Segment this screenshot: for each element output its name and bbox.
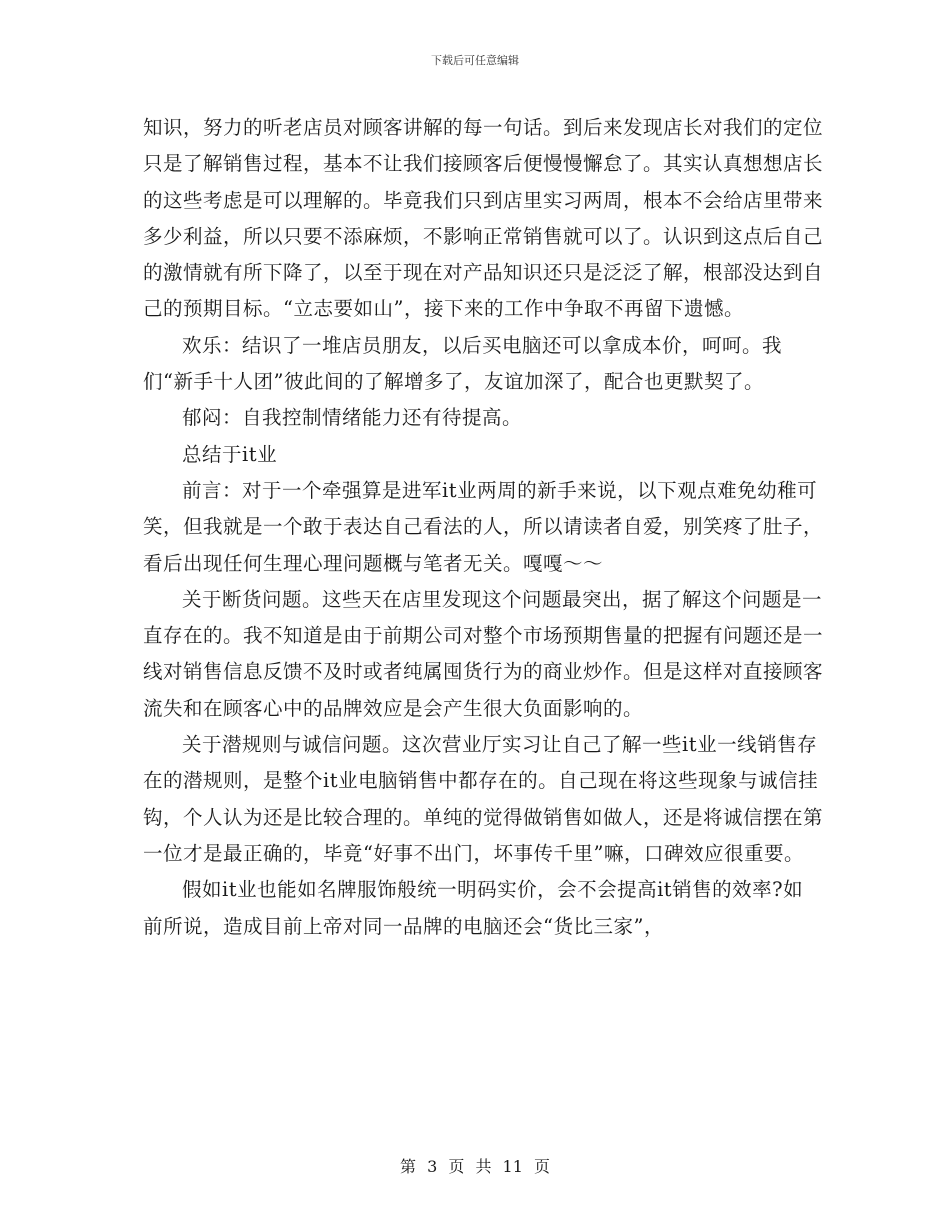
paragraph-integrity: 关于潜规则与诚信问题。这次营业厅实习让自己了解一些it业一线销售存在的潜规则，是整个it业电脑销售中都存在的。自己现在将这些现象与诚信挂钩，个人认为还是比较合理的。单纯的觉得做销售如做人，还是将诚信摆在第一位才是最正确的，毕竟“好事不出门，坏事传千里”嘛，口碑效应很重要。 <box>143 733 824 865</box>
paragraph-3: 郁闷：自我控制情绪能力还有待提高。 <box>182 406 523 430</box>
section-heading: 总结于it业 <box>182 442 278 466</box>
paragraph-1: 知识，努力的听老店员对顾客讲解的每一句话。到后来发现店长对我们的定位只是了解销售过程，基本不让我们接顾客后便慢慢懈怠了。其实认真想想店长的这些考虑是可以理解的。毕竟我们只到店里实习两周，根本不会给店里带来多少利益，所以只要不添麻烦，不影响正常销售就可以了。认识到这点后自己的激情就有所下降了，以至于现在对产品知识还只是泛泛了解，根部没达到自己的预期目标。“立志要如山”，接下来的工作中争取不再留下遗憾。 <box>143 116 824 321</box>
paragraph-stockout: 关于断货问题。这些天在店里发现这个问题最突出，据了解这个问题是一直存在的。我不知道是由于前期公司对整个市场预期售量的把握有问题还是一线对销售信息反馈不及时或者纯属囤货行为的商业炒作。但是这样对直接顾客流失和在顾客心中的品牌效应是会产生很大负面影响的。 <box>143 587 824 720</box>
paragraph-2: 欢乐：结识了一堆店员朋友，以后买电脑还可以拿成本价，呵呵。我们“新手十人团”彼此间的了解增多了，友谊加深了，配合也更默契了。 <box>143 333 783 394</box>
paragraph-preface: 前言：对于一个牵强算是进军it业两周的新手来说，以下观点难免幼稚可笑，但我就是一个敢于表达自己看法的人，所以请读者自爱，别笑疼了肚子，看后出现任何生理心理问题概与笔者无关。嘎嘎～～ <box>143 478 824 575</box>
page-header: 下载后可任意编辑 <box>431 54 519 67</box>
document-body <box>143 110 823 945</box>
paragraph-pricing: 假如it业也能如名牌服饰般统一明码实价，会不会提高it销售的效率?如前所说，造成目前上帝对同一品牌的电脑还会“货比三家”， <box>143 878 804 938</box>
page-footer: 第 3 页 共 11 页 <box>400 1157 550 1176</box>
